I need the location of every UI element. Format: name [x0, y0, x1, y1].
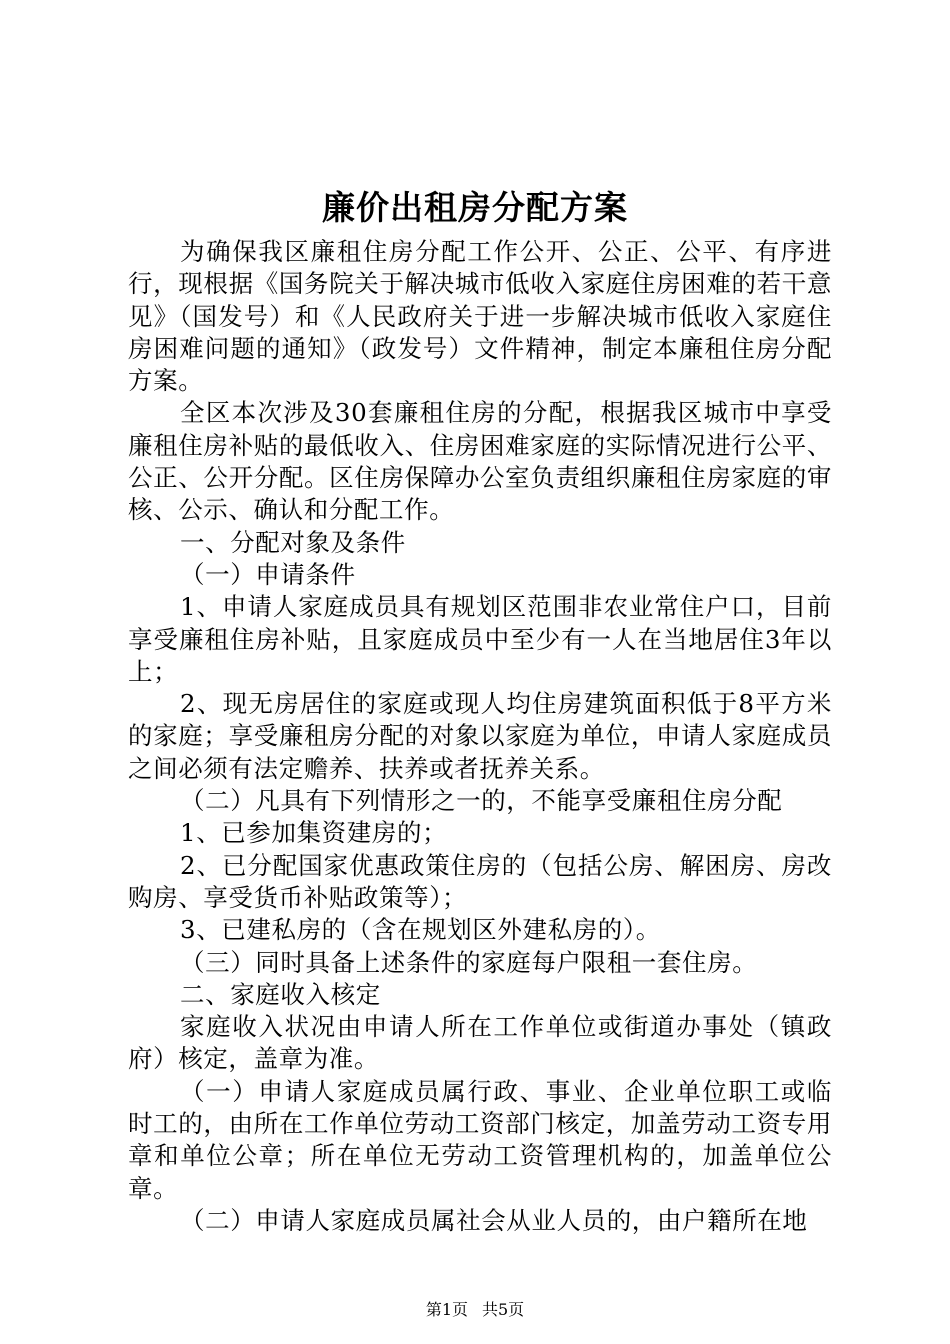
section-heading-2: 二、家庭收入核定: [180, 979, 381, 1009]
subsection-paragraph: （二）申请人家庭成员属社会从业人员的，由户籍所在地: [180, 1205, 808, 1235]
list-item: 1、已参加集资建房的；: [180, 818, 448, 848]
paragraph-intro: 为确保我区廉租住房分配工作公开、公正、公平、有序进行，现根据《国务院关于解决城市低收入家庭住房困难的若干意见》（国发号）和《人民政府关于进一步解决城市低收入家庭住房困难问题的通知》（政发号）文件精神，制定本廉租住房分配方案。: [128, 237, 832, 396]
page-total: 共5页: [482, 1300, 525, 1319]
section-heading-1: 一、分配对象及条件: [180, 527, 406, 557]
page-number: 第1页: [425, 1300, 468, 1319]
subsection-paragraph: （一）申请人家庭成员属行政、事业、企业单位职工或临时工的，由所在工作单位劳动工资部门核定，加盖劳动工资专用章和单位公章；所在单位无劳动工资管理机构的，加盖单位公章。: [128, 1076, 832, 1203]
subsection-heading: （一）申请条件: [180, 559, 356, 589]
page-footer: [0, 1300, 950, 1320]
list-item: 3、已建私房的（含在规划区外建私房的）。: [180, 915, 661, 945]
document-title: 廉价出租房分配方案: [322, 188, 628, 227]
paragraph-income: 家庭收入状况由申请人所在工作单位或街道办事处（镇政府）核定，盖章为准。: [128, 1012, 832, 1074]
paragraph-scope: 全区本次涉及30套廉租住房的分配，根据我区城市中享受廉租住房补贴的最低收入、住房困难家庭的实际情况进行公平、公正、公开分配。区住房保障办公室负责组织廉租住房家庭的审核、公示、确认和分配工作。: [128, 398, 832, 525]
list-item: 2、现无房居住的家庭或现人均住房建筑面积低于8平方米的家庭；享受廉租房分配的对象以家庭为单位，申请人家庭成员之间必须有法定赡养、扶养或者抚养关系。: [128, 689, 832, 783]
list-item: 1、申请人家庭成员具有规划区范围非农业常住户口，目前享受廉租住房补贴，且家庭成员中至少有一人在当地居住3年以上；: [128, 592, 832, 686]
document-body: [128, 236, 832, 1237]
list-item: 2、已分配国家优惠政策住房的（包括公房、解困房、房改购房、享受货币补贴政策等）；: [128, 850, 832, 912]
subsection-heading: （二）凡具有下列情形之一的，不能享受廉租住房分配: [180, 786, 783, 816]
subsection-heading: （三）同时具备上述条件的家庭每户限租一套住房。: [180, 947, 758, 977]
